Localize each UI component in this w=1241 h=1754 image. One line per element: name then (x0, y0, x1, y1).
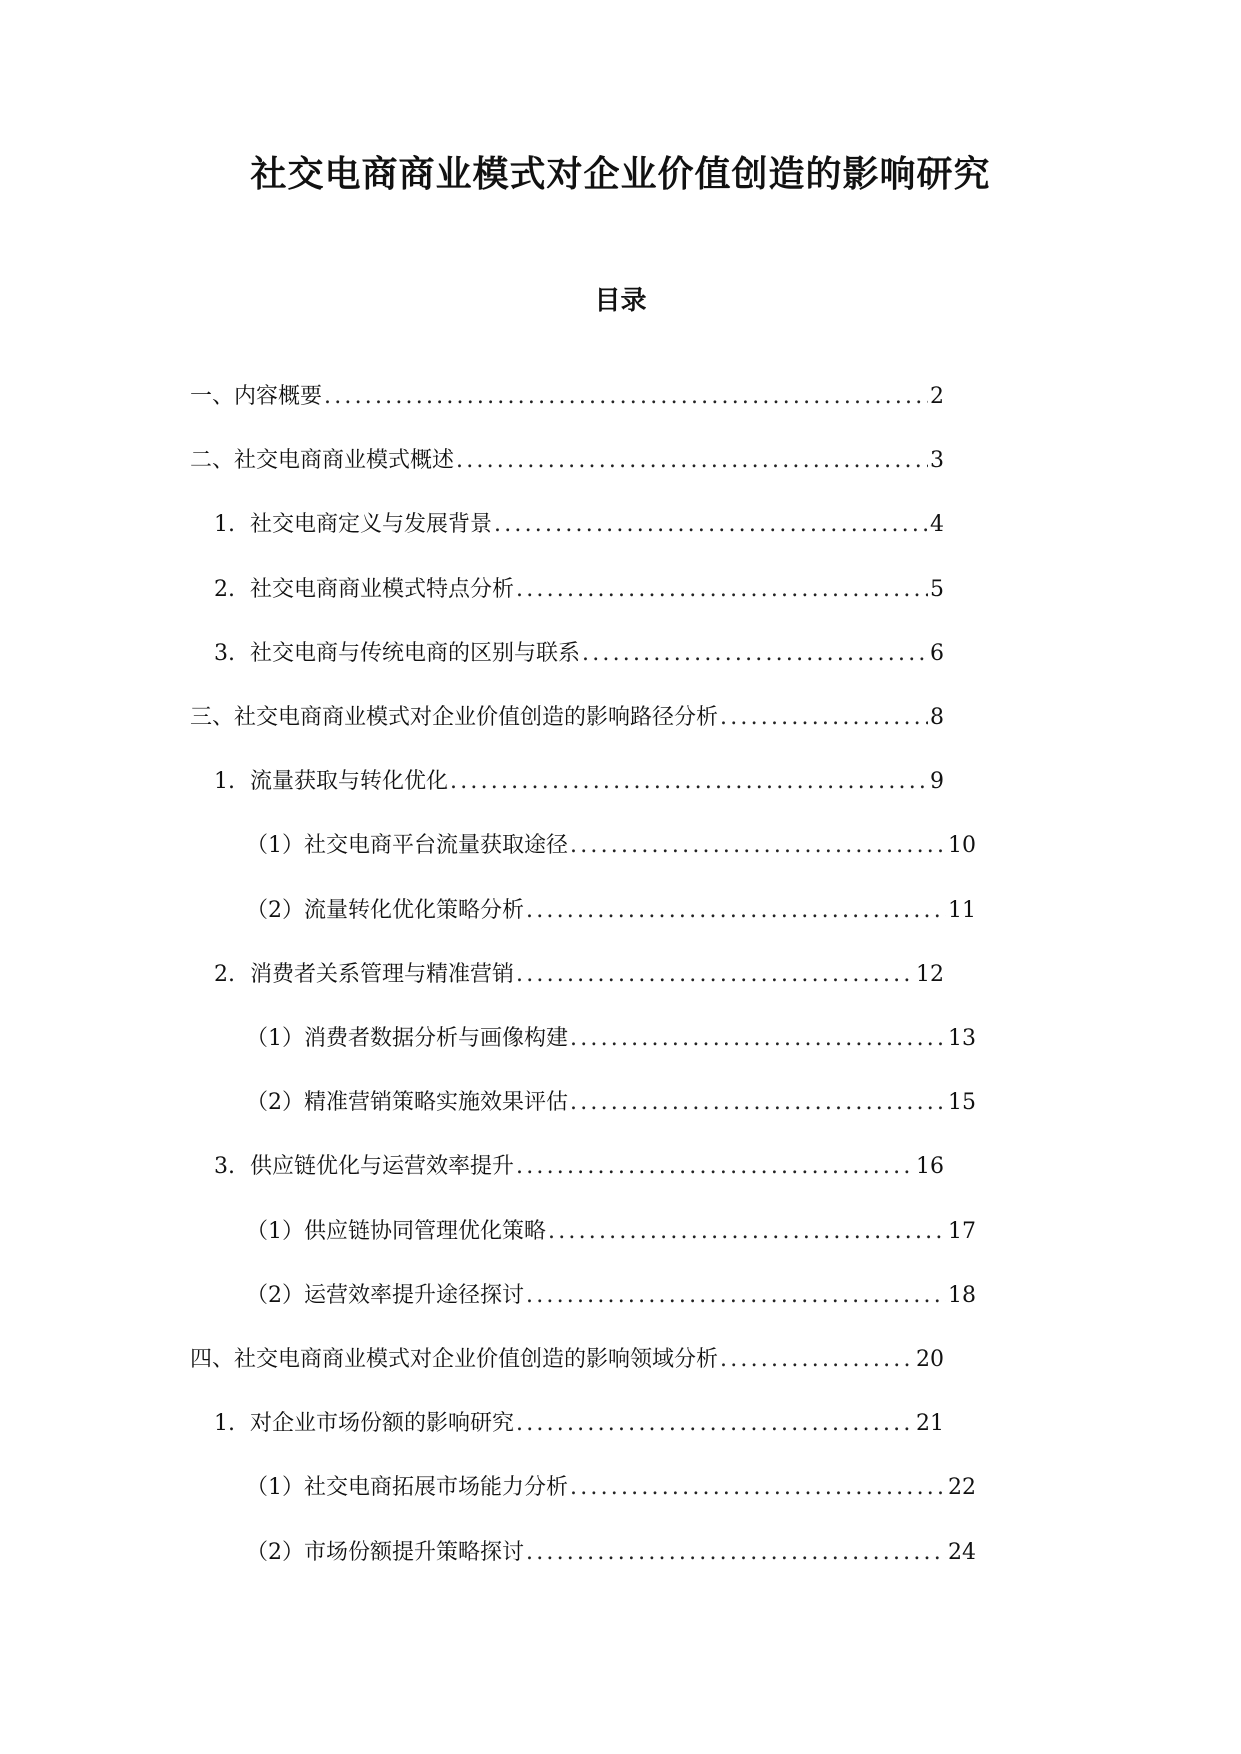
toc-entry-title: 二、社交电商商业模式概述 (190, 448, 455, 474)
toc-dot-leader (324, 379, 928, 415)
toc-entry-number: 2. (214, 576, 235, 602)
toc-page-number: 20 (916, 1347, 944, 1372)
toc-page-number: 8 (930, 705, 944, 730)
toc-dot-leader (516, 572, 928, 608)
toc-page-number: 9 (930, 769, 944, 795)
toc-entry-title: （2）流量转化优化策略分析 (246, 897, 524, 923)
toc-page-number: 24 (948, 1539, 976, 1565)
toc-dot-leader (516, 1406, 914, 1442)
toc-dot-leader (526, 1535, 946, 1571)
toc-entry-title: （2）运营效率提升途径探讨 (246, 1282, 524, 1308)
toc-entry[interactable] (246, 1470, 976, 1506)
toc-dot-leader (720, 700, 928, 736)
toc-entry[interactable] (190, 379, 944, 415)
toc-entry[interactable] (214, 957, 944, 993)
toc-entry[interactable] (214, 764, 944, 800)
toc-entry[interactable] (246, 1535, 976, 1571)
toc-dot-leader (582, 636, 928, 672)
toc-entry-title: 一、内容概要 (190, 384, 323, 409)
toc-entry[interactable] (246, 828, 976, 864)
toc-entry-number: 2. (214, 961, 235, 987)
document-title: 社交电商商业模式对企业价值创造的影响研究 (250, 153, 991, 195)
toc-entry-title: 消费者关系管理与精准营销 (250, 961, 515, 987)
toc-entry[interactable] (214, 1149, 944, 1185)
toc-entry-number: 1. (214, 1411, 235, 1437)
toc-dot-leader (570, 1470, 946, 1506)
toc-dot-leader (526, 1278, 946, 1314)
toc-page-number: 12 (916, 961, 944, 987)
toc-dot-leader (516, 1149, 914, 1185)
toc-entry-title: （2）精准营销策略实施效果评估 (246, 1090, 568, 1116)
toc-entry[interactable] (246, 1021, 976, 1057)
toc-page-number: 21 (916, 1411, 944, 1437)
toc-page-number: 2 (930, 384, 944, 409)
toc-page-number: 15 (948, 1090, 976, 1116)
toc-page-number: 3 (930, 448, 944, 474)
toc-entry-title: 流量获取与转化优化 (250, 769, 449, 795)
toc-dot-leader (450, 764, 928, 800)
toc-dot-leader (570, 828, 946, 864)
toc-entry-title: 四、社交电商商业模式对企业价值创造的影响领域分析 (190, 1347, 719, 1372)
toc-entry[interactable] (214, 572, 944, 608)
toc-entry-title: 社交电商与传统电商的区别与联系 (250, 640, 581, 666)
toc-entry-title: 对企业市场份额的影响研究 (250, 1411, 515, 1437)
toc-entry-number: 3. (214, 640, 235, 666)
toc-entry-title: 社交电商商业模式特点分析 (250, 576, 515, 602)
toc-entry[interactable] (214, 636, 944, 672)
toc-entry[interactable] (246, 1214, 976, 1250)
toc-entry[interactable] (246, 1278, 976, 1314)
toc-dot-leader (548, 1214, 946, 1250)
toc-dot-leader (720, 1342, 914, 1378)
toc-page-number: 5 (930, 576, 944, 602)
toc-entry-title: （1）社交电商平台流量获取途径 (246, 833, 568, 859)
toc-entry[interactable] (214, 1406, 944, 1442)
toc-dot-leader (456, 443, 928, 479)
toc-entry-title: （1）消费者数据分析与画像构建 (246, 1026, 568, 1051)
toc-page-number: 6 (930, 640, 944, 666)
toc-entry-title: （2）市场份额提升策略探讨 (246, 1539, 524, 1565)
toc-entry[interactable] (214, 507, 944, 543)
toc-entry[interactable] (190, 700, 944, 736)
toc-entry[interactable] (190, 443, 944, 479)
toc-entry-number: 1. (214, 769, 235, 795)
toc-dot-leader (526, 893, 946, 929)
toc-page-number: 11 (948, 897, 976, 923)
toc-page-number: 16 (916, 1154, 944, 1180)
toc-page-number: 13 (948, 1026, 976, 1051)
toc-heading: 目录 (594, 286, 647, 316)
toc-entry-number: 1. (214, 512, 235, 538)
toc-page-number: 17 (948, 1218, 976, 1244)
toc-entry-title: 社交电商定义与发展背景 (250, 512, 493, 538)
toc-entry-title: （1）社交电商拓展市场能力分析 (246, 1475, 568, 1501)
toc-dot-leader (516, 957, 914, 993)
toc-dot-leader (570, 1021, 946, 1057)
toc-entry[interactable] (246, 1085, 976, 1121)
toc-page-number: 22 (948, 1475, 976, 1501)
toc-dot-leader (570, 1085, 946, 1121)
toc-entry-number: 3. (214, 1154, 235, 1180)
toc-entry-title: 供应链优化与运营效率提升 (250, 1154, 515, 1180)
toc-entry-title: 三、社交电商商业模式对企业价值创造的影响路径分析 (190, 705, 719, 730)
toc-dot-leader (494, 507, 928, 543)
toc-page-number: 4 (930, 512, 944, 538)
toc-entry[interactable] (190, 1342, 944, 1378)
toc-page-number: 18 (948, 1282, 976, 1308)
toc-page-number: 10 (948, 833, 976, 859)
toc-entry-title: （1）供应链协同管理优化策略 (246, 1218, 546, 1244)
toc-entry[interactable] (246, 893, 976, 929)
